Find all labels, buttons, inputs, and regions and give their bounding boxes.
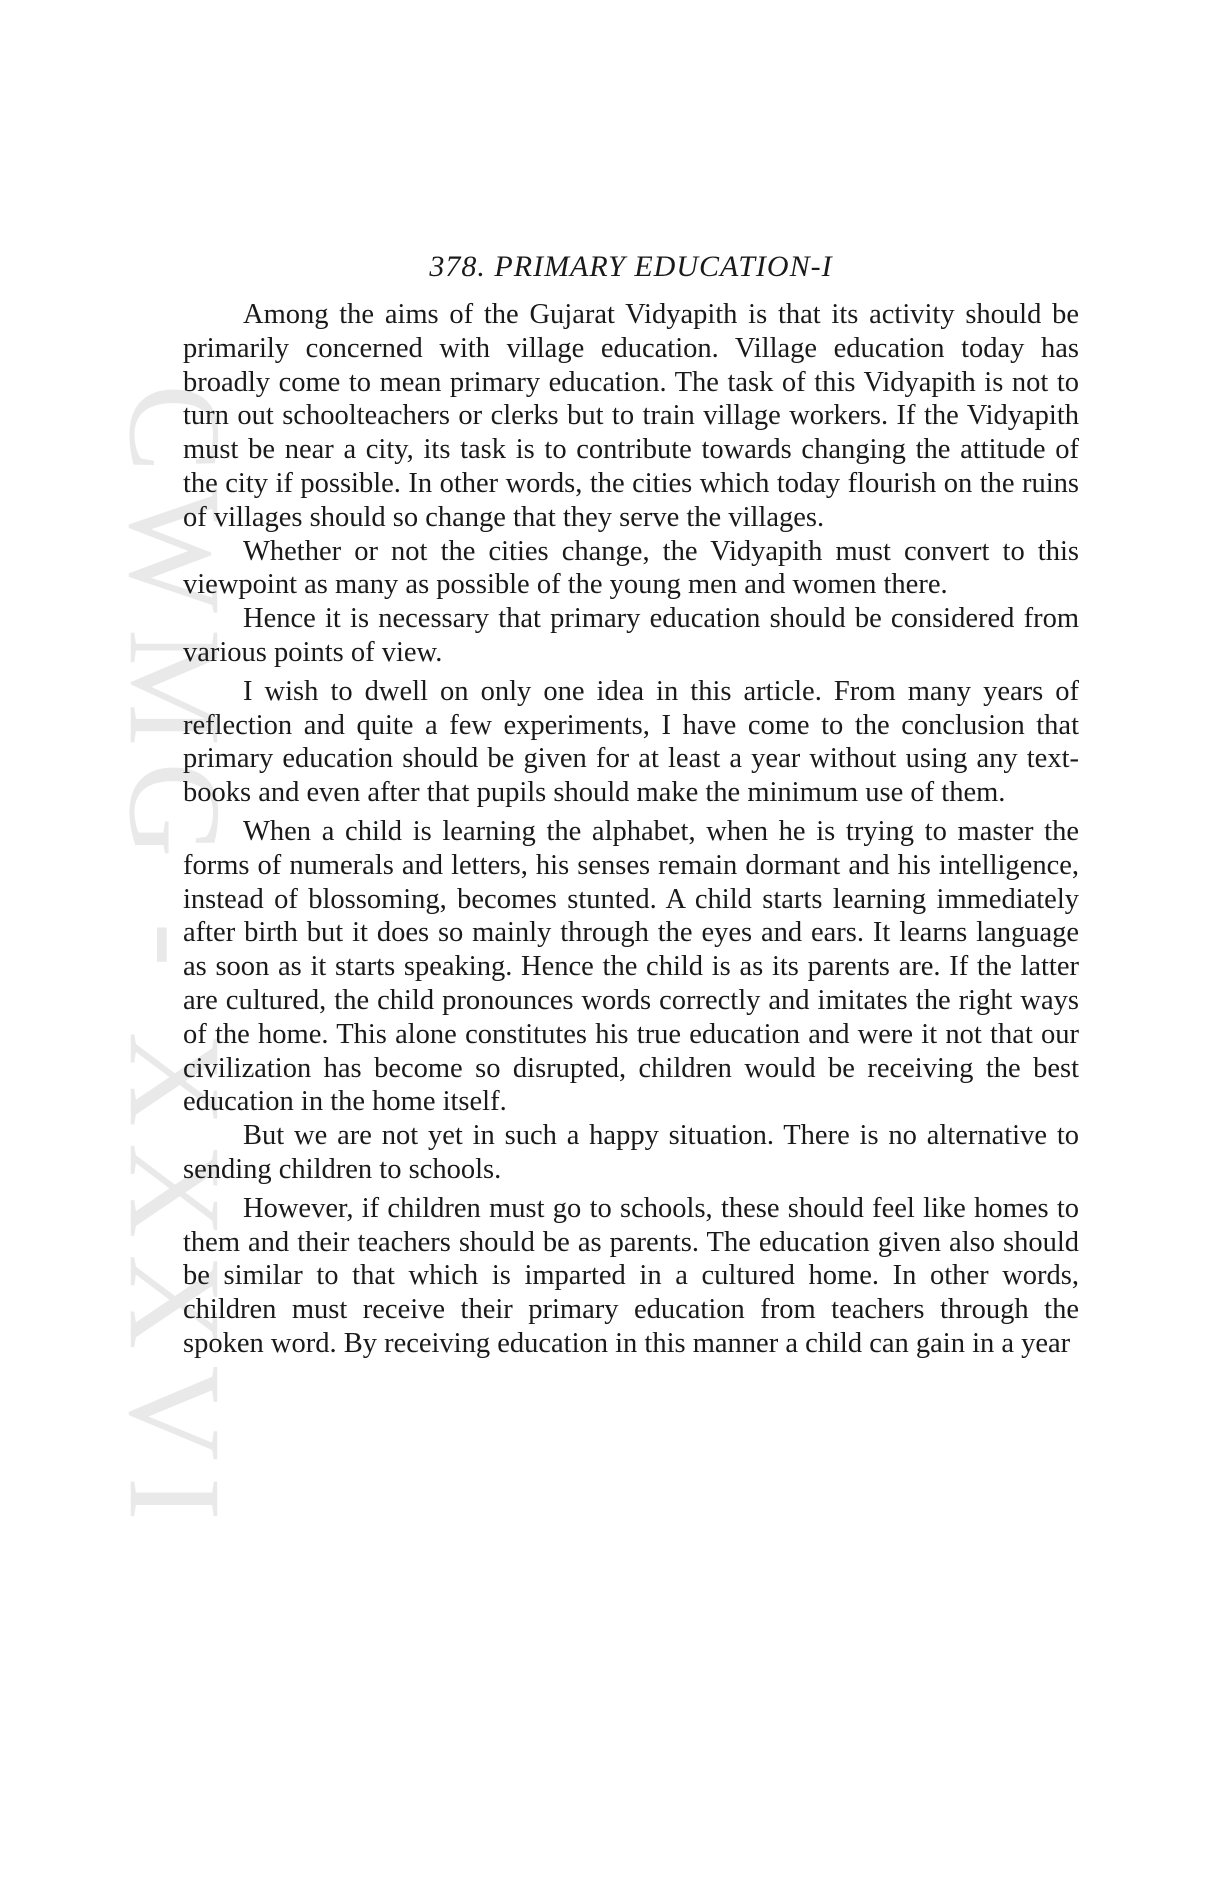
paragraph-7: However, if children must go to schools, these should feel like homes to them and their teachers should be as parents. The education given also should be similar to that which is imparted in a cultured home. In other words, children must receive their primary education from teachers through the spoken word. By receiving education in this manner a child can gain in a year xyxy=(183,1192,1079,1359)
watermark-text: CWMG - XXXVI xyxy=(101,383,249,1537)
page-title: 378. PRIMARY EDUCATION-I xyxy=(429,250,833,283)
paragraph-6: But we are not yet in such a happy situation. There is no alternative to sending children to schools. xyxy=(183,1120,1079,1185)
paragraph-4: I wish to dwell on only one idea in this article. From many years of reflection and quite a few experiments, I have come to the conclusion that primary education should be given for at least a year without using any text-books and even after that pupils should make the minimum use of them. xyxy=(183,675,1079,809)
paragraph-1: Among the aims of the Gujarat Vidyapith is that its activity should be primarily concerned with village education. Village education today has broadly come to mean primary education. The task of this Vidyapith is not to turn out schoolteachers or clerks but to train village workers. If the Vidyapith must be near a city, its task is to contribute towards changing the attitude of the city if possible. In other words, the cities which today flourish on the ruins of villages should so change that they serve the villages. xyxy=(183,299,1079,533)
paragraph-3: Hence it is necessary that primary education should be considered from various points of view. xyxy=(183,603,1079,668)
paragraph-5: When a child is learning the alphabet, when he is trying to master the forms of numerals and letters, his senses remain dormant and his intelligence, instead of blossoming, becomes stunted. A child starts learning immediately after birth but it does so mainly through the eyes and ears. It learns language as soon as it starts speaking. Hence the child is as its parents are. If the latter are cultured, the child pronounces words correctly and imitates the right ways of the home. This alone constitutes his true education and were it not that our civilization has become so disrupted, children would be receiving the best education in the home itself. xyxy=(183,815,1079,1118)
document-body xyxy=(183,250,1079,1361)
paragraph-2: Whether or not the cities change, the Vidyapith must convert to this viewpoint as many as possible of the young men and women there. xyxy=(183,535,1079,601)
